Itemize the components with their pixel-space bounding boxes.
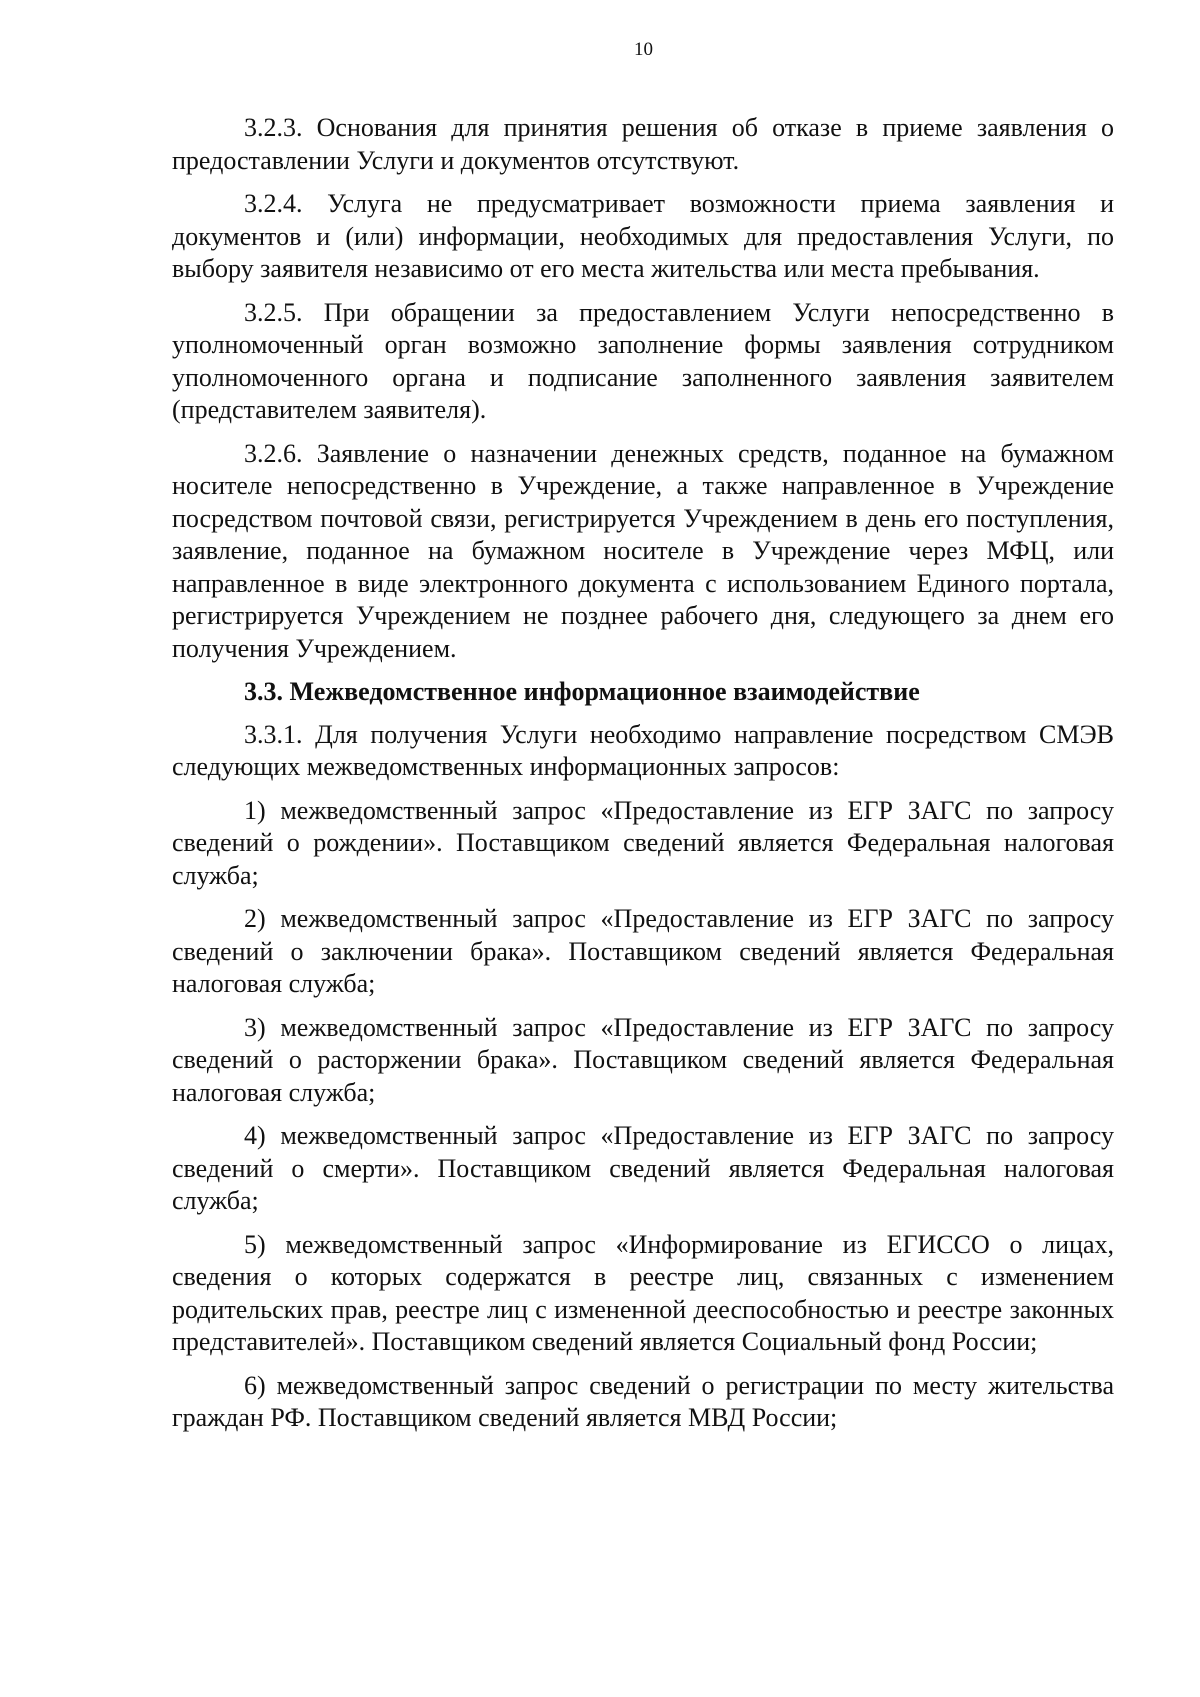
list-item-6: 6) межведомственный запрос сведений о регистрации по месту жительства граждан РФ. Поставщиком сведений является МВД России; xyxy=(172,1370,1114,1432)
list-item-4: 4) межведомственный запрос «Предоставление из ЕГР ЗАГС по запросу сведений о смерти». Поставщиком сведений является Федеральная налоговая служба; xyxy=(172,1121,1114,1215)
section-heading-3-3: 3.3. Межведомственное информационное взаимодействие xyxy=(244,677,920,706)
list-item-3: 3) межведомственный запрос «Предоставление из ЕГР ЗАГС по запросу сведений о расторжении брака». Поставщиком сведений является Федеральная налоговая служба; xyxy=(172,1012,1114,1107)
paragraph-3-2-6: 3.2.6. Заявление о назначении денежных средств, поданное на бумажном носителе непосредственно в Учреждение, а также направленное в Учреждение посредством почтовой связи, регистрируется Учреждением в день его поступления, заявление, поданное на бумажном носителе в Учреждение через МФЦ, или направленное в виде электронного документа с использованием Единого портала, регистрируется Учреждением не позднее рабочего дня, следующего за днем его получения Учреждением. xyxy=(172,438,1114,663)
page-number: 10 xyxy=(634,39,653,60)
paragraph-3-2-4: 3.2.4. Услуга не предусматривает возможности приема заявления и документов и (или) информации, необходимых для предоставления Услуги, по выбору заявителя независимо от его места жительства или места пребывания. xyxy=(172,189,1114,283)
paragraph-3-2-5: 3.2.5. При обращении за предоставлением Услуги непосредственно в уполномоченный орган возможно заполнение формы заявления сотрудником уполномоченного органа и подписание заполненного заявления заявителем (представителем заявителя). xyxy=(172,297,1114,424)
paragraph-3-2-3: 3.2.3. Основания для принятия решения об отказе в приеме заявления о предоставлении Услуги и документов отсутствуют. xyxy=(172,113,1114,175)
list-item-1: 1) межведомственный запрос «Предоставление из ЕГР ЗАГС по запросу сведений о рождении». Поставщиком сведений является Федеральная налоговая служба; xyxy=(172,795,1114,890)
paragraph-3-3-1: 3.3.1. Для получения Услуги необходимо направление посредством СМЭВ следующих межведомственных информационных запросов: xyxy=(172,719,1114,781)
list-item-5: 5) межведомственный запрос «Информирование из ЕГИССО о лицах, сведения о которых содержатся в реестре лиц, связанных с изменением родительских прав, реестре лиц с измененной дееспособностью и реестре законных представителей». Поставщиком сведений является Социальный фонд России; xyxy=(172,1229,1114,1356)
list-item-2: 2) межведомственный запрос «Предоставление из ЕГР ЗАГС по запросу сведений о заключении брака». Поставщиком сведений является Федеральная налоговая служба; xyxy=(172,904,1114,998)
document-body xyxy=(172,112,1114,1446)
